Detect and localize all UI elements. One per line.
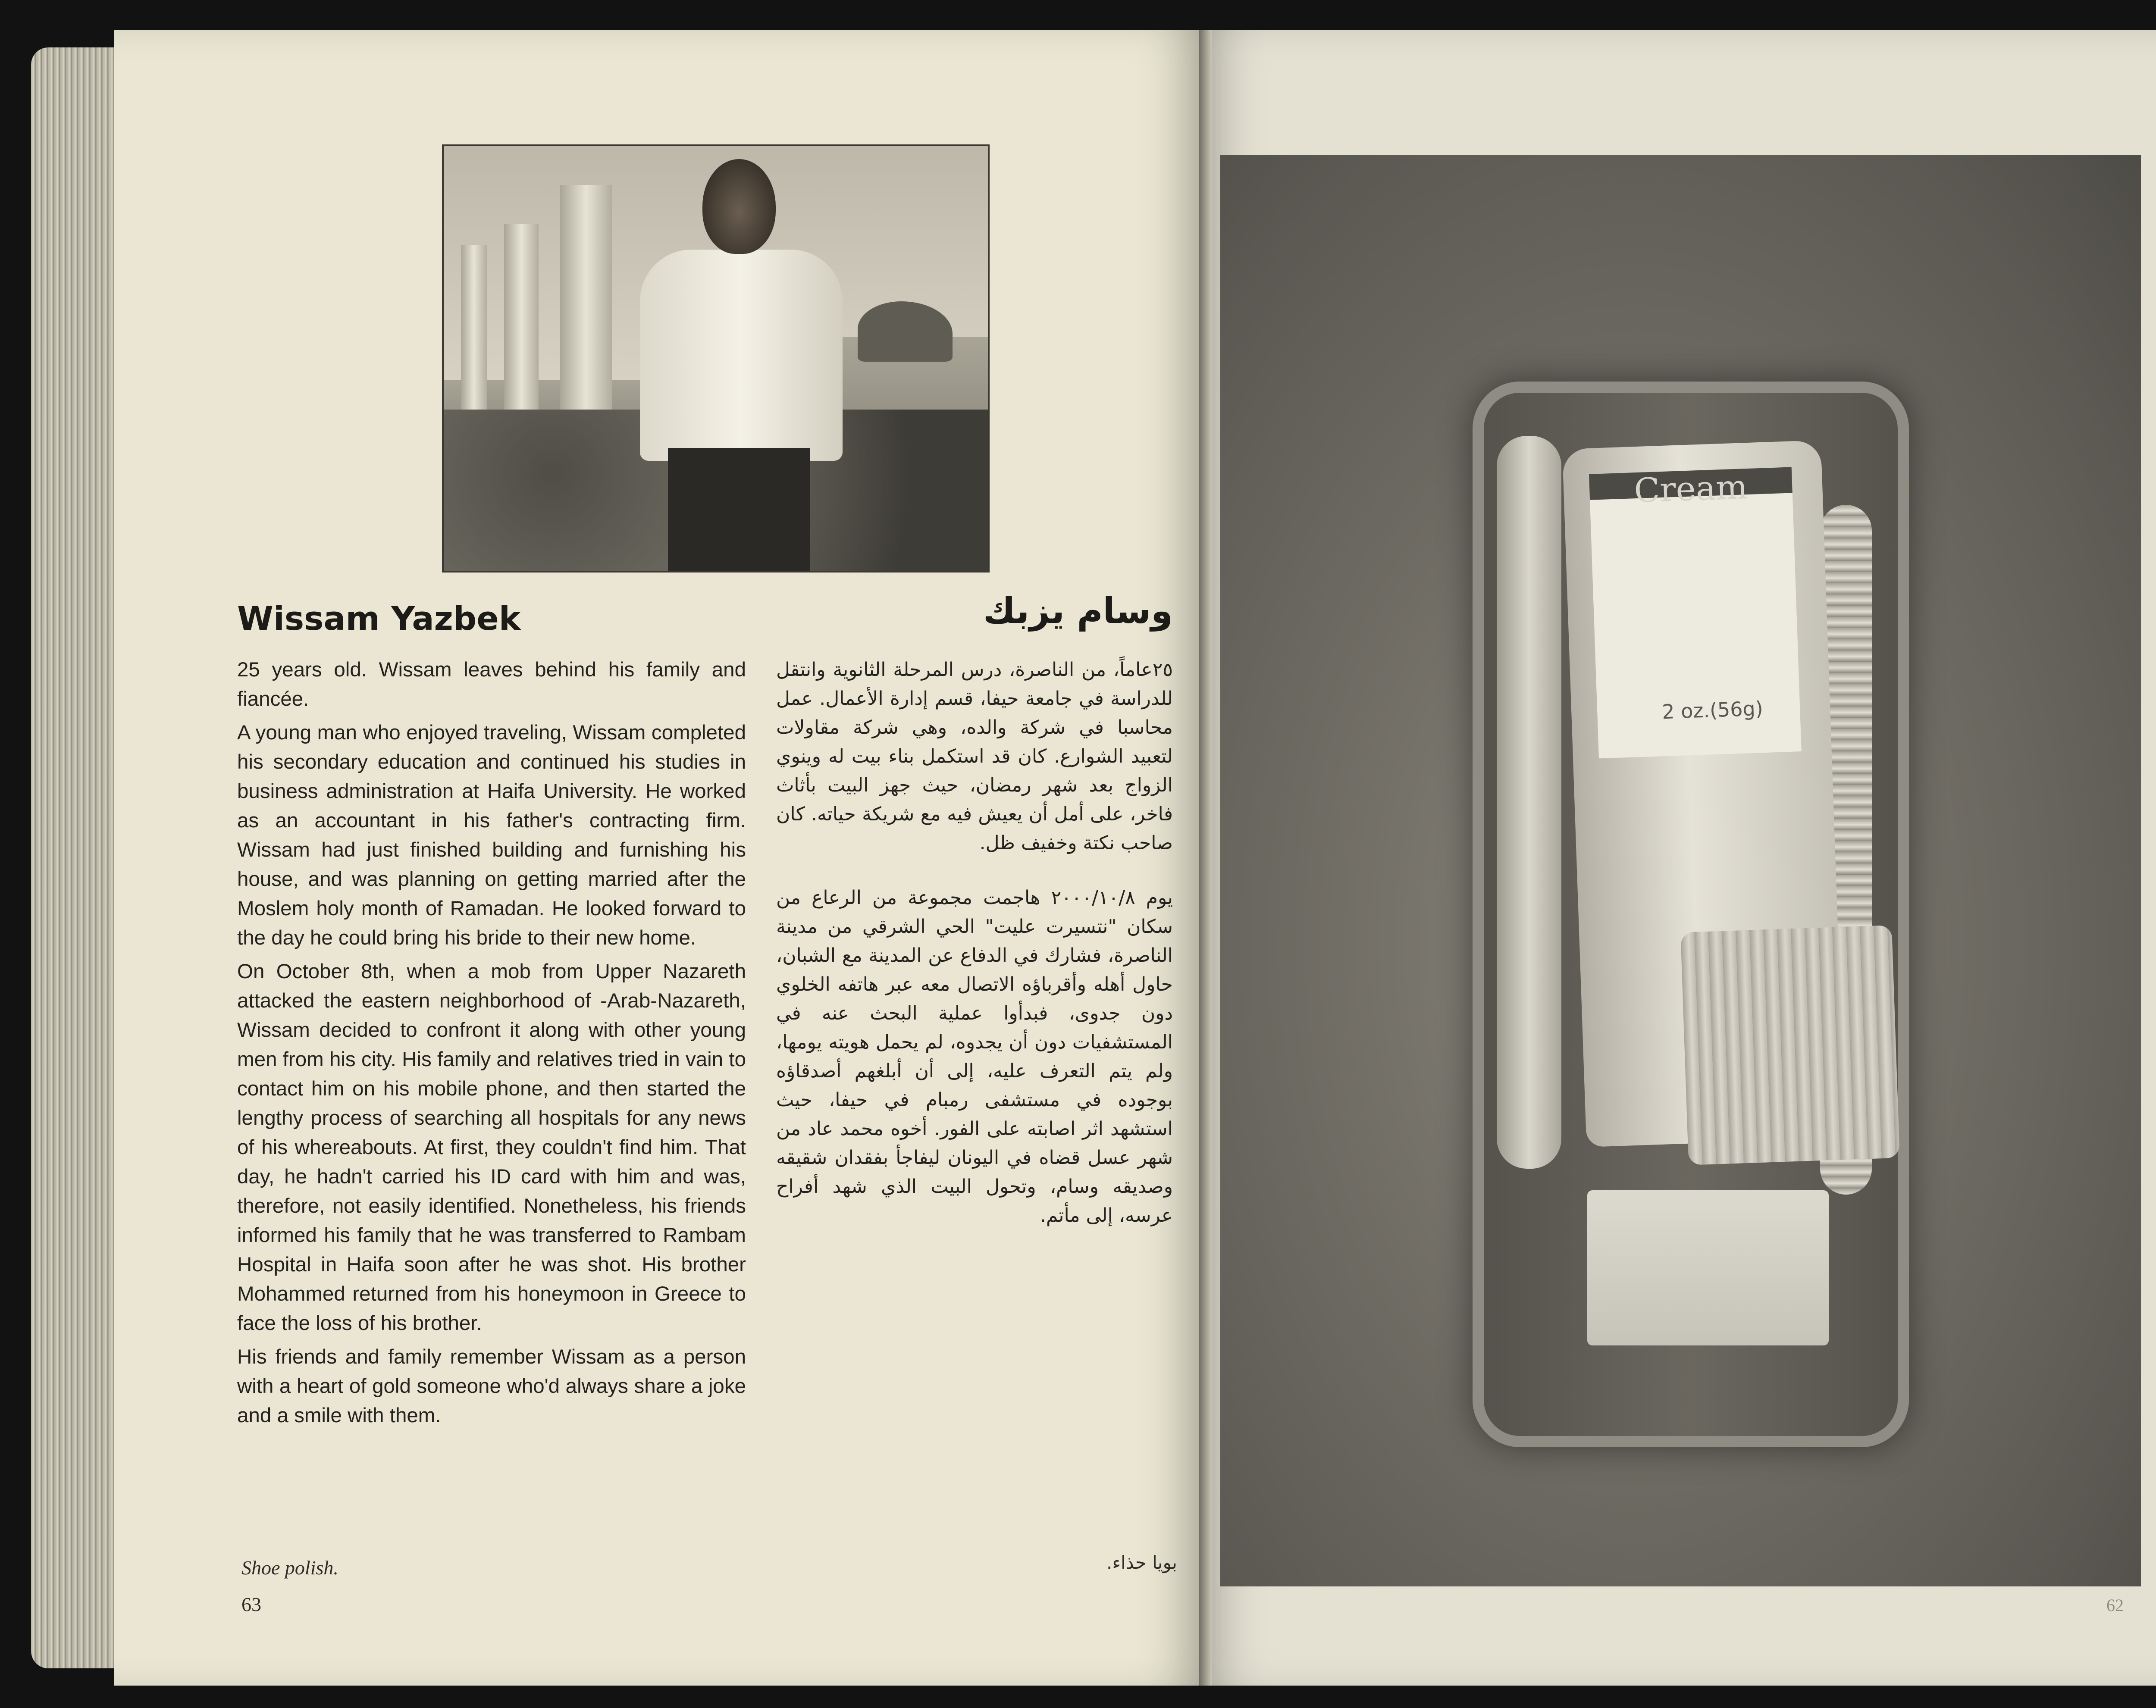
photo-column: [461, 245, 487, 426]
applicator-rod: [1497, 436, 1561, 1169]
name-title-arabic: وسام يزبك: [983, 591, 1173, 632]
page-number-left: 63: [241, 1593, 261, 1615]
polish-tube: [1562, 440, 1845, 1147]
photo-man-pants: [668, 448, 810, 572]
photo-man-shirt: [640, 250, 843, 461]
name-title-english: Wissam Yazbek: [237, 599, 521, 638]
bio-paragraph-arabic: ٢٥عاماً، من الناصرة، درس المرحلة الثانوية وانتقل للدراسة في جامعة حيفا، قسم إدارة الأعمال. عمل محاسبا في شركة والده، وهي شركة مقاولات لتعبيد الشوارع. كان قد استكمل بناء بيت له وينوي الزواج بعد شهر رمضان، حيث جهز البيت بأثاث فاخر، على أمل أن يعيش فيه مع شريكة حياته. كان صاحب نكتة وخفيف ظل.: [776, 659, 1173, 854]
bio-paragraph: 25 years old. Wissam leaves behind his family and fiancée.: [237, 658, 746, 710]
english-biography: [237, 655, 746, 1435]
bio-paragraph: A young man who enjoyed traveling, Wissam completed his secondary education and continued his studies in business administration at Haifa University. He worked as an accountant in his father's contracting firm. Wissam had just finished building and furnishing his house, and was planning on getting married after the Moslem holy month of Ramadan. He looked forward to the day he could bring his bride to their new home.: [237, 721, 746, 949]
photo-man-head: [702, 159, 776, 254]
bio-paragraph-arabic: يوم ٢٠٠٠/١٠/٨ هاجمت مجموعة من الرعاع من سكان "نتسيرت عليت" الحي الشرقي من مدينة الناصرة، فشارك في الدفاع عن المدينة مع الشبان، حاول أهله وأقرباؤه الاتصال معه عبر هاتفه الخلوي دون جدوى، فبدأوا عملية البحث عنه في المستشفيات دون أن يجدوه، لم يحمل هويته يومها، ولم يتم التعرف عليه، إلى أن أبلغهم أصدقاؤه بوجوده في مستشفى رمبام في حيفا، حيث استشهد اثر اصابته على الفور. أخوه محمد عاد من شهر عسل قضاه في اليونان ليفاجأ بفقدان شقيقه وصديقه وسام، وتحول البيت الذي شهد أفراح عرسه، إلى مأتم.: [776, 887, 1173, 1226]
arabic-biography: [776, 655, 1173, 1256]
shoe-polish-photo: [1220, 155, 2141, 1586]
tube-cap: [1680, 925, 1900, 1165]
plastic-case: [1473, 382, 1909, 1447]
tube-weight-text: 2 oz.(56g): [1661, 697, 1764, 724]
bio-paragraph: His friends and family remember Wissam as a person with a heart of gold someone who'd always share a joke and a smile with them.: [237, 1345, 746, 1427]
portrait-photo: [442, 144, 990, 572]
bio-paragraph: On October 8th, when a mob from Upper Nazareth attacked the eastern neighborhood of -Arab-Nazareth, Wissam decided to confront it along with other young men from his city. His family and relatives tried in vain to contact him on his mobile phone, and then started the lengthy process of searching all hospitals for any news of his whereabouts. At first, they couldn't find him. That day, he hadn't carried his ID card with him and was, therefore, not easily identified. Nonetheless, his friends informed his family that he was transferred to Rambam Hospital in Haifa soon after he was shot. His brother Mohammed returned from his honeymoon in Greece to face the loss of his brother.: [237, 960, 746, 1335]
tube-brand-text: Cream: [1633, 468, 1749, 511]
sponge-block: [1587, 1190, 1829, 1345]
caption-arabic: بويا حذاء.: [1106, 1552, 1177, 1573]
tube-label: [1589, 467, 1802, 758]
photo-column: [504, 224, 539, 439]
page-number-right: 62: [2106, 1595, 2124, 1615]
caption-english: Shoe polish.: [241, 1557, 338, 1579]
book-gutter: [1199, 30, 1212, 1686]
